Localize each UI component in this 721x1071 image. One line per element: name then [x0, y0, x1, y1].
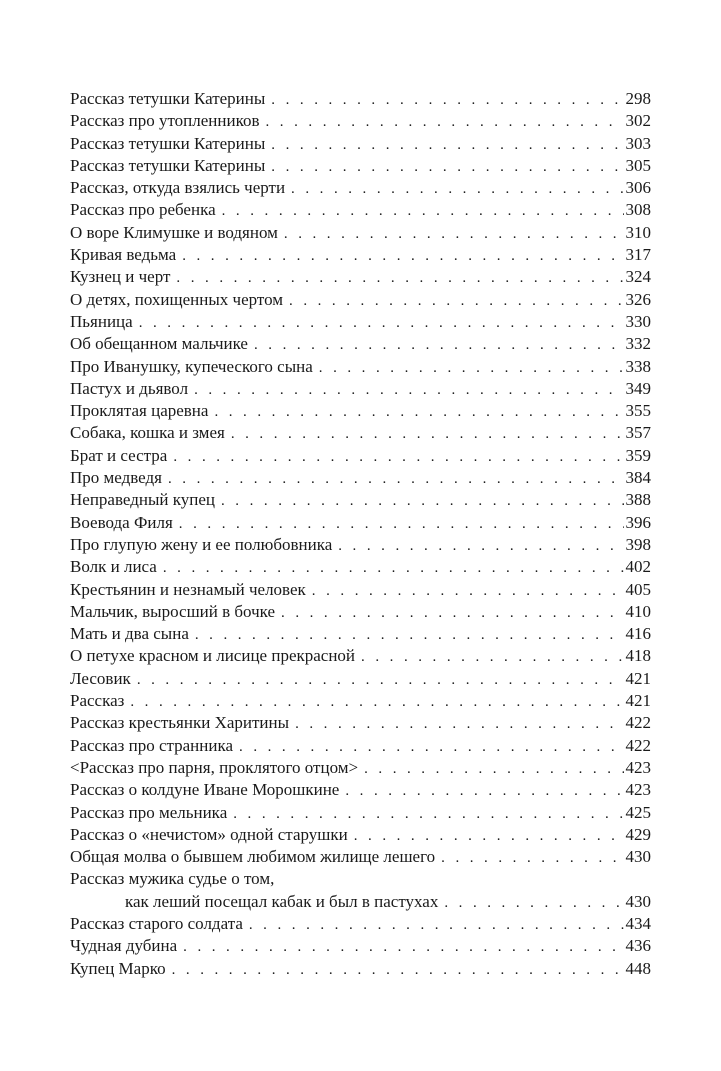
dot-leader [364, 758, 623, 779]
toc-entry[interactable] [70, 445, 651, 467]
toc-entry[interactable] [70, 556, 651, 578]
toc-entry-title: Рассказ про ребенка [70, 200, 216, 220]
toc-entry-title: Рассказ [70, 691, 125, 711]
toc-entry-page: 422 [625, 735, 651, 755]
toc-entry-page: 434 [625, 913, 651, 933]
toc-entry-title: Мать и два сына [70, 624, 189, 644]
toc-entry[interactable] [70, 311, 651, 333]
dot-leader [137, 669, 624, 690]
toc-entry[interactable] [70, 868, 651, 913]
dot-leader [354, 825, 624, 846]
toc-entry-title: Рассказ о «нечистом» одной старушки [70, 824, 348, 844]
toc-entry-page: 398 [625, 534, 651, 554]
dot-leader [295, 713, 623, 734]
toc-entry[interactable] [70, 378, 651, 400]
dot-leader [231, 423, 624, 444]
toc-entry-title: Рассказ про утопленников [70, 111, 260, 131]
toc-entry-title: Про глупую жену и ее полюбовника [70, 534, 333, 554]
toc-entry[interactable] [70, 935, 651, 957]
toc-entry[interactable] [70, 177, 651, 199]
toc-entry[interactable] [70, 668, 651, 690]
toc-entry[interactable] [70, 110, 651, 132]
toc-entry-title: Купец Марко [70, 958, 166, 978]
toc-entry[interactable] [70, 222, 651, 244]
toc-entry-page: 308 [625, 200, 651, 220]
dot-leader [233, 803, 623, 824]
toc-entry[interactable] [70, 735, 651, 757]
toc-entry-page: 359 [625, 445, 651, 465]
toc-entry-title: Рассказ о колдуне Иване Морошкине [70, 780, 340, 800]
toc-entry-page: 317 [625, 245, 651, 265]
toc-entry-title: Пьяница [70, 311, 133, 331]
dot-leader [239, 736, 623, 757]
toc-entry-page: 384 [625, 468, 651, 488]
toc-entry-title: Крестьянин и незнамый человек [70, 579, 306, 599]
toc-entry-title: Мальчик, выросший в бочке [70, 601, 276, 621]
dot-leader [319, 357, 624, 378]
toc-entry-page: 330 [625, 311, 651, 331]
toc-entry-title: Воевода Филя [70, 512, 173, 532]
toc-entry[interactable] [70, 623, 651, 645]
dot-leader [284, 223, 624, 244]
dot-leader [291, 178, 623, 199]
toc-entry[interactable] [70, 757, 651, 779]
toc-entry-title: Рассказ старого солдата [70, 913, 243, 933]
toc-entry-page: 332 [625, 334, 651, 354]
toc-entry-title: Рассказ тетушки Катерины [70, 133, 266, 153]
toc-entry[interactable] [70, 512, 651, 534]
toc-entry-continuation [70, 891, 651, 913]
toc-entry-page: 324 [625, 267, 651, 287]
toc-entry-title: Рассказ про странника [70, 735, 234, 755]
toc-entry-page: 422 [625, 713, 651, 733]
dot-leader [271, 156, 623, 177]
toc-entry-page: 302 [625, 111, 651, 131]
toc-entry-page: 298 [625, 89, 651, 108]
dot-leader [172, 959, 624, 980]
toc-entry-page: 425 [625, 802, 651, 822]
dot-leader [139, 312, 624, 333]
toc-entry[interactable] [70, 266, 651, 288]
toc-entry-page: 416 [625, 624, 651, 644]
toc-entry-page: 430 [625, 847, 651, 867]
toc-entry-page: 423 [625, 780, 651, 800]
toc-entry-title: Про Иванушку, купеческого сына [70, 356, 313, 376]
toc-entry-page: 418 [625, 646, 651, 666]
dot-leader [183, 936, 623, 957]
dot-leader [361, 646, 623, 667]
dot-leader [266, 111, 624, 132]
toc-entry-page: 305 [625, 155, 651, 175]
dot-leader [163, 557, 624, 578]
toc-entry-title: Рассказ тетушки Катерины [70, 89, 266, 108]
dot-leader [441, 847, 623, 868]
toc-entry-title: Рассказ, откуда взялись черти [70, 178, 286, 198]
toc-entry-title: Рассказ мужика судье о том, [70, 869, 275, 889]
dot-leader [195, 624, 624, 645]
toc-entry-title: О воре Климушке и водяном [70, 222, 278, 242]
toc-entry-title-continued: как леший посещал кабак и был в пастухах [125, 891, 439, 911]
toc-entry[interactable] [70, 400, 651, 422]
toc-entry[interactable] [70, 802, 651, 824]
toc-entry-page: 388 [625, 490, 651, 510]
toc-entry-page: 405 [625, 579, 651, 599]
toc-entry-page: 326 [625, 289, 651, 309]
toc-entry[interactable] [70, 356, 651, 378]
toc-entry-title: Чудная дубина [70, 936, 178, 956]
toc-entry-page: 355 [625, 401, 651, 421]
dot-leader [130, 691, 623, 712]
toc-entry-page: 338 [625, 356, 651, 376]
toc-entry[interactable] [70, 690, 651, 712]
dot-leader [182, 245, 623, 266]
dot-leader [338, 535, 623, 556]
toc-entry[interactable] [70, 712, 651, 734]
toc-entry-title: Проклятая царевна [70, 401, 209, 421]
toc-entry-page: 430 [625, 891, 651, 911]
toc-entry[interactable] [70, 289, 651, 311]
toc-entry[interactable] [70, 824, 651, 846]
toc-entry-page: 423 [625, 757, 651, 777]
toc-entry[interactable] [70, 489, 651, 511]
dot-leader [194, 379, 623, 400]
table-of-contents [70, 88, 651, 980]
toc-entry-title: Кузнец и черт [70, 267, 171, 287]
toc-entry[interactable] [70, 244, 651, 266]
dot-leader [271, 89, 623, 110]
dot-leader [345, 780, 623, 801]
toc-entry[interactable] [70, 846, 651, 868]
dot-leader [176, 267, 623, 288]
toc-entry-title: О петухе красном и лисице прекрасной [70, 646, 356, 666]
toc-entry-title: Об обещанном мальчике [70, 334, 248, 354]
dot-leader [222, 200, 624, 221]
toc-entry-page: 349 [625, 378, 651, 398]
toc-entry[interactable] [70, 779, 651, 801]
dot-leader [214, 401, 623, 422]
toc-entry[interactable] [70, 913, 651, 935]
toc-entry[interactable] [70, 333, 651, 355]
toc-entry-page: 396 [625, 512, 651, 532]
toc-entry[interactable] [70, 422, 651, 444]
toc-entry[interactable] [70, 88, 651, 110]
toc-entry-title: Неправедный купец [70, 490, 215, 510]
toc-entry-title: Брат и сестра [70, 445, 168, 465]
toc-entry-title: Про медведя [70, 468, 162, 488]
toc-entry[interactable] [70, 155, 651, 177]
dot-leader [289, 290, 623, 311]
toc-entry-title: Рассказ крестьянки Харитины [70, 713, 290, 733]
toc-entry-page: 448 [625, 958, 651, 978]
toc-entry-title: Волк и лиса [70, 557, 157, 577]
dot-leader [168, 468, 624, 489]
toc-entry[interactable] [70, 958, 651, 980]
toc-entry-title: Собака, кошка и змея [70, 423, 225, 443]
toc-entry-page: 310 [625, 222, 651, 242]
toc-entry-title: Лесовик [70, 668, 131, 688]
toc-entry-page: 306 [625, 178, 651, 198]
toc-entry-page: 410 [625, 601, 651, 621]
toc-entry[interactable] [70, 133, 651, 155]
toc-entry[interactable] [70, 467, 651, 489]
dot-leader [271, 134, 623, 155]
dot-leader [254, 334, 624, 355]
toc-entry-title: Пастух и дьявол [70, 378, 189, 398]
dot-leader [281, 602, 623, 623]
toc-entry-title: О детях, похищенных чертом [70, 289, 284, 309]
dot-leader [173, 446, 623, 467]
dot-leader [179, 513, 624, 534]
toc-entry[interactable] [70, 534, 651, 556]
dot-leader [221, 490, 624, 511]
toc-entry-page: 357 [625, 423, 651, 443]
toc-entry-page: 303 [625, 133, 651, 153]
toc-entry-title: <Рассказ про парня, проклятого отцом> [70, 757, 359, 777]
toc-entry-page: 421 [625, 668, 651, 688]
toc-entry-title: Рассказ тетушки Катерины [70, 155, 266, 175]
toc-entry-page: 436 [625, 936, 651, 956]
toc-entry-page: 402 [625, 557, 651, 577]
dot-leader [312, 580, 624, 601]
toc-entry-title: Кривая ведьма [70, 245, 177, 265]
dot-leader [444, 892, 623, 913]
toc-entry-title: Общая молва о бывшем любимом жилище лешего [70, 847, 436, 867]
toc-entry[interactable] [70, 579, 651, 601]
toc-entry-page: 429 [625, 824, 651, 844]
dot-leader [249, 914, 624, 935]
toc-entry[interactable] [70, 645, 651, 667]
toc-entry[interactable] [70, 601, 651, 623]
toc-entry[interactable] [70, 199, 651, 221]
toc-entry-page: 421 [625, 691, 651, 711]
toc-entry-title: Рассказ про мельника [70, 802, 228, 822]
